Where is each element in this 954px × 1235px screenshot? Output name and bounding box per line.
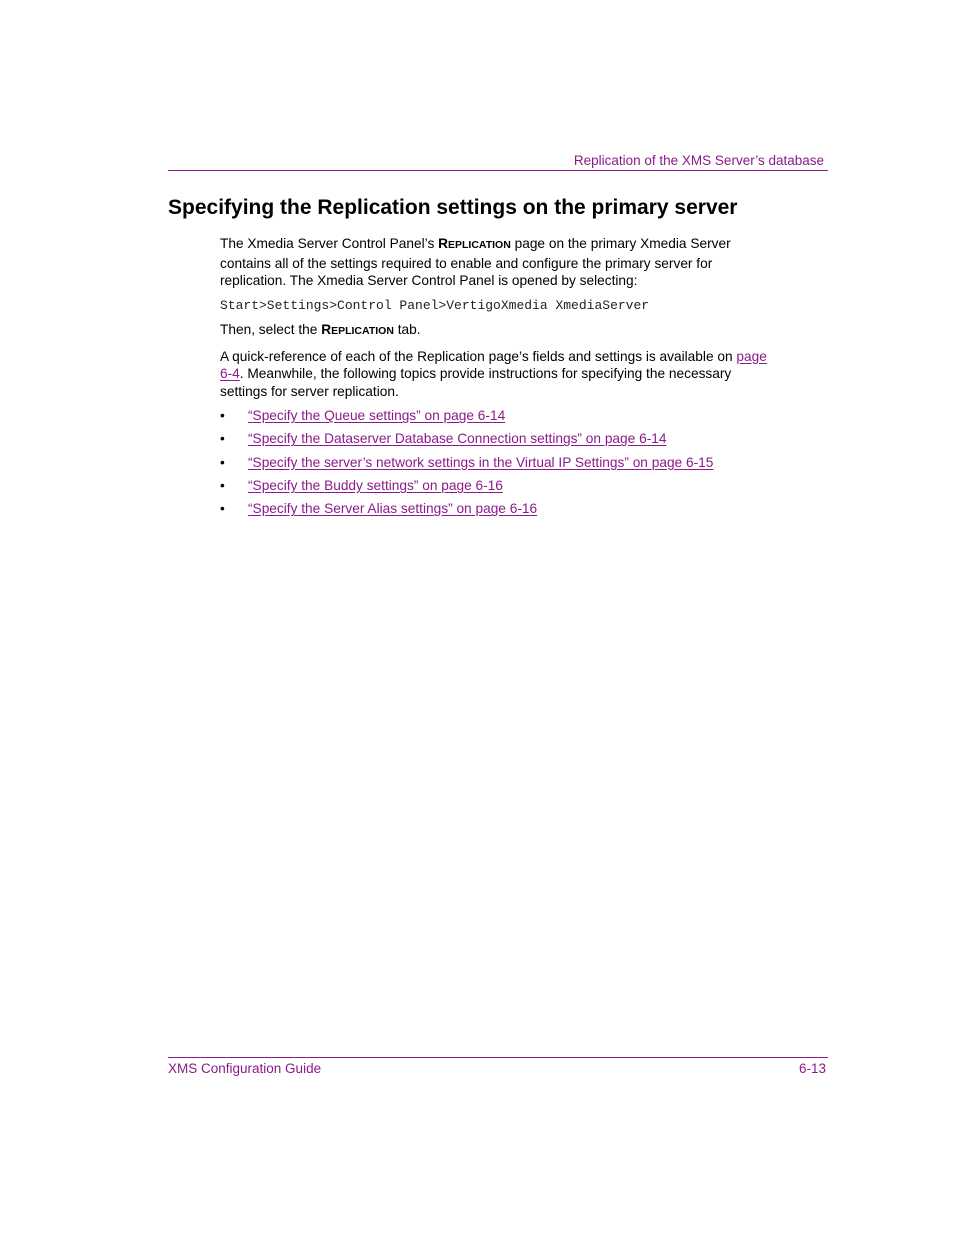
topic-list bbox=[220, 407, 780, 518]
replication-term-rest: EPLICATION bbox=[447, 239, 511, 251]
body-content bbox=[220, 235, 780, 523]
topic-link-queue-settings[interactable]: “Specify the Queue settings” on page 6-14 bbox=[248, 408, 506, 423]
list-item bbox=[220, 407, 780, 425]
then-text-1: Then, select the bbox=[220, 322, 322, 337]
control-panel-path: Start>Settings>Control Panel>VertigoXmedia XmediaServer bbox=[220, 297, 650, 313]
topic-link-dataserver-connection[interactable]: “Specify the Dataserver Database Connection settings” on page 6-14 bbox=[248, 431, 667, 447]
section-title: Specifying the Replication settings on the primary server bbox=[168, 196, 738, 219]
then-text-2: tab. bbox=[393, 322, 421, 337]
replication-tab-term-rest: EPLICATION bbox=[331, 325, 394, 337]
quickref-paragraph bbox=[220, 348, 780, 401]
bullet: • bbox=[220, 408, 225, 423]
footer-page-number: 6-13 bbox=[798, 1061, 826, 1076]
replication-tab-term-first: R bbox=[321, 322, 332, 337]
footer-guide-title: XMS Configuration Guide bbox=[168, 1061, 322, 1076]
running-header bbox=[168, 153, 828, 171]
replication-term bbox=[438, 236, 511, 251]
then-paragraph bbox=[220, 321, 780, 341]
running-header-title: Replication of the XMS Server’s database bbox=[573, 153, 824, 168]
list-item bbox=[220, 430, 780, 448]
list-item bbox=[220, 500, 780, 518]
topic-link-virtual-ip-settings[interactable]: “Specify the server’s network settings in the Virtual IP Settings” on page 6-15 bbox=[248, 454, 714, 470]
bullet: • bbox=[220, 501, 225, 517]
bullet: • bbox=[220, 431, 225, 447]
topic-link-server-alias-settings[interactable]: “Specify the Server Alias settings” on page 6-16 bbox=[248, 501, 538, 517]
replication-tab-term bbox=[321, 322, 394, 337]
list-item bbox=[220, 477, 780, 495]
page-6-4-link[interactable]: page 6-4 bbox=[220, 348, 767, 381]
running-footer bbox=[168, 1057, 828, 1076]
quickref-text-2: . Meanwhile, the following topics provide instructions for specifying the necessary settings for server replication. bbox=[220, 366, 732, 399]
replication-term-first: R bbox=[438, 236, 448, 251]
topic-link-buddy-settings[interactable]: “Specify the Buddy settings” on page 6-16 bbox=[248, 477, 503, 493]
intro-text-1: The Xmedia Server Control Panel’s bbox=[220, 236, 439, 251]
quickref-text-1: A quick-reference of each of the Replication page’s fields and settings is available on bbox=[220, 348, 737, 364]
bullet: • bbox=[220, 477, 225, 493]
intro-paragraph bbox=[220, 235, 780, 290]
list-item bbox=[220, 454, 780, 472]
intro-text-2: page on the primary Xmedia Server contains all of the settings required to enable and configure the primary server for replication. The Xmedia Server Control Panel is opened by selecting: bbox=[220, 236, 731, 288]
bullet: • bbox=[220, 454, 225, 470]
